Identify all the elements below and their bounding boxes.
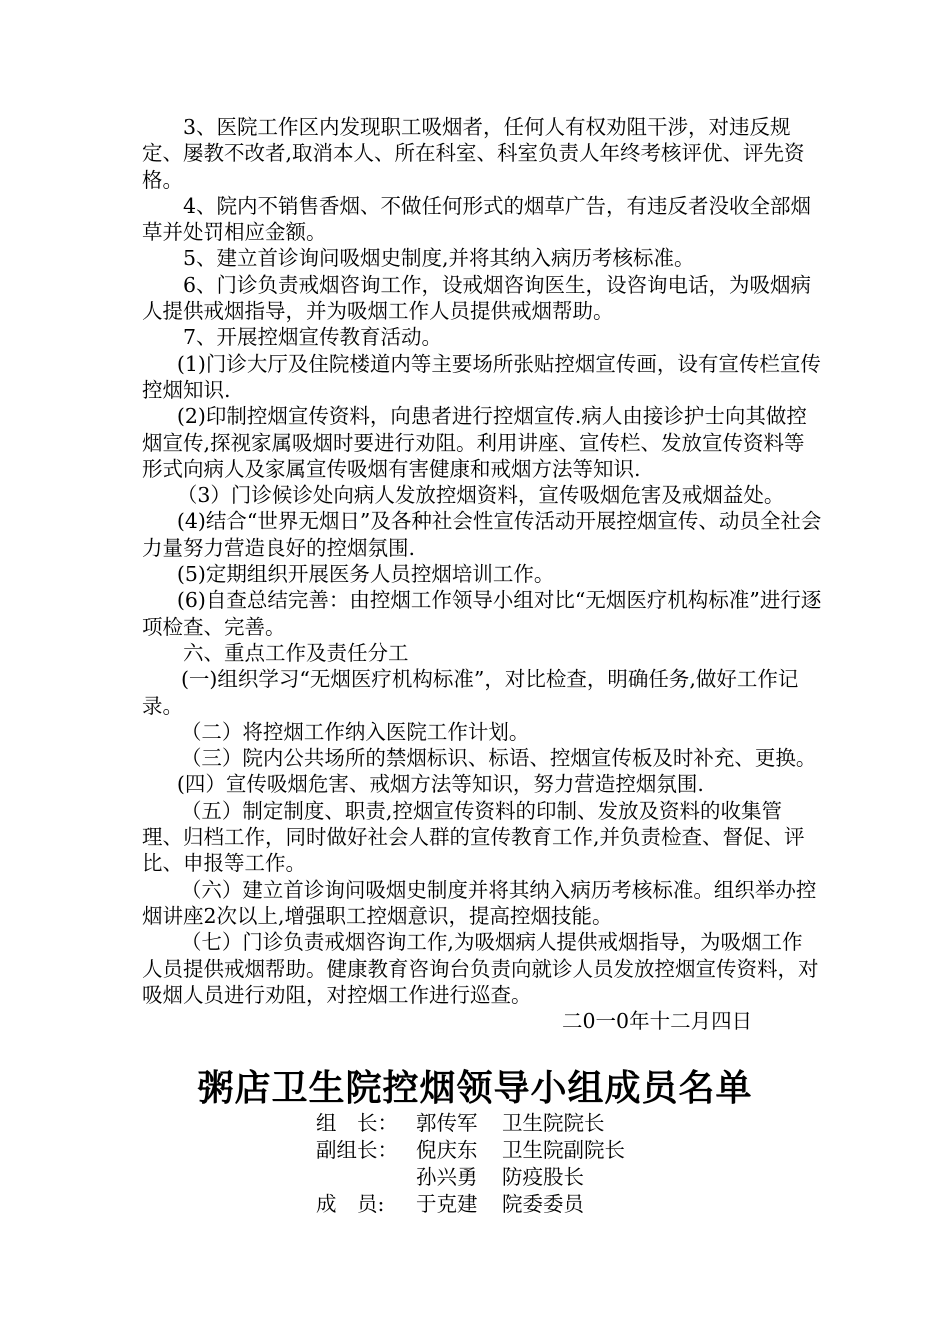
paragraph-task-3: （三）院内公共场所的禁烟标识、标语、控烟宣传板及时补充、更换。 bbox=[180, 746, 817, 771]
member-list bbox=[316, 1110, 816, 1218]
paragraph-task-2: （二）将控烟工作纳入医院工作计划。 bbox=[180, 719, 530, 744]
paragraph-task-1: (一)组织学习“无烟医疗机构标准”，对比检查，明确任务,做好工作记录。 bbox=[142, 667, 799, 718]
member-name: 郭传军 bbox=[416, 1111, 478, 1135]
member-row-deputy-2 bbox=[316, 1164, 816, 1191]
paragraph-rule-7: 7、开展控烟宣传教育活动。 bbox=[183, 325, 443, 350]
date-line: 二0一0年十二月四日 bbox=[562, 1009, 753, 1034]
member-position: 防疫股长 bbox=[502, 1165, 584, 1189]
paragraph-item-3: （3）门诊候诊处向病人发放控烟资料，宣传吸烟危害及戒烟益处。 bbox=[176, 483, 785, 508]
member-row-member bbox=[316, 1191, 816, 1218]
paragraph-item-5: (5)定期组织开展医务人员控烟培训工作。 bbox=[176, 562, 555, 587]
member-role: 组 长： bbox=[316, 1111, 398, 1135]
member-name: 孙兴勇 bbox=[416, 1165, 478, 1189]
member-row-deputy-1 bbox=[316, 1137, 816, 1164]
member-position: 卫生院院长 bbox=[502, 1111, 605, 1135]
member-position: 卫生院副院长 bbox=[502, 1138, 625, 1162]
paragraph-item-4: (4)结合“世界无烟日”及各种社会性宣传活动开展控烟宣传、动员全社会力量努力营造良好的控烟氛围. bbox=[142, 509, 822, 560]
section-heading-6: 六、重点工作及责任分工 bbox=[183, 640, 409, 665]
member-row-leader bbox=[316, 1110, 816, 1137]
paragraph-item-6: (6)自查总结完善：由控烟工作领导小组对比“无烟医疗机构标准”进行逐项检查、完善。 bbox=[142, 588, 822, 639]
member-list-title: 粥店卫生院控烟领导小组成员名单 bbox=[197, 1068, 753, 1109]
paragraph-rule-4: 4、院内不销售香烟、不做任何形式的烟草广告，有违反者没收全部烟草并处罚相应金额。 bbox=[142, 193, 812, 245]
paragraph-task-5: （五）制定制度、职责,控烟宣传资料的印制、发放及资料的收集管理、归档工作，同时做好社会人群的宣传教育工作,并负责检查、督促、评比、申报等工作。 bbox=[142, 798, 805, 876]
member-role: 副组长： bbox=[316, 1138, 398, 1162]
member-role: 成 员: bbox=[316, 1192, 385, 1216]
paragraph-task-6: （六）建立首诊询问吸烟史制度并将其纳入病历考核标准。组织举办控烟讲座2次以上,增强职工控烟意识，提高控烟技能。 bbox=[142, 877, 817, 928]
member-name: 倪庆东 bbox=[416, 1138, 478, 1162]
member-name: 于克建 bbox=[416, 1192, 478, 1216]
paragraph-rule-5: 5、建立首诊询问吸烟史制度,并将其纳入病历考核标准。 bbox=[183, 246, 695, 271]
body-text bbox=[142, 114, 822, 1034]
paragraph-task-7: （七）门诊负责戒烟咨询工作,为吸烟病人提供戒烟指导，为吸烟工作人员提供戒烟帮助。健康教育咨询台负责向就诊人员发放控烟宣传资料，对吸烟人员进行劝阻，对控烟工作进行巡查。 bbox=[142, 930, 819, 1007]
paragraph-task-4: (四）宣传吸烟危害、戒烟方法等知识，努力营造控烟氛围. bbox=[176, 772, 704, 797]
paragraph-item-1: (1)门诊大厅及住院楼道内等主要场所张贴控烟宣传画，设有宣传栏宣传控烟知识. bbox=[142, 351, 821, 402]
paragraph-rule-6: 6、门诊负责戒烟咨询工作，设戒烟咨询医生，设咨询电话，为吸烟病人提供戒烟指导，并为吸烟工作人员提供戒烟帮助。 bbox=[142, 272, 812, 324]
paragraph-rule-3: 3、医院工作区内发现职工吸烟者，任何人有权劝阻干涉，对违反规定、屡教不改者,取消本人、所在科室、科室负责人年终考核评优、评先资格。 bbox=[142, 115, 805, 192]
member-position: 院委委员 bbox=[502, 1192, 584, 1216]
paragraph-item-2: (2)印制控烟宣传资料，向患者进行控烟宣传.病人由接诊护士向其做控烟宣传,探视家属吸烟时要进行劝阻。利用讲座、宣传栏、发放宣传资料等形式向病人及家属宣传吸烟有害健康和戒烟方法等知识. bbox=[142, 404, 807, 481]
member-role bbox=[316, 1164, 416, 1191]
